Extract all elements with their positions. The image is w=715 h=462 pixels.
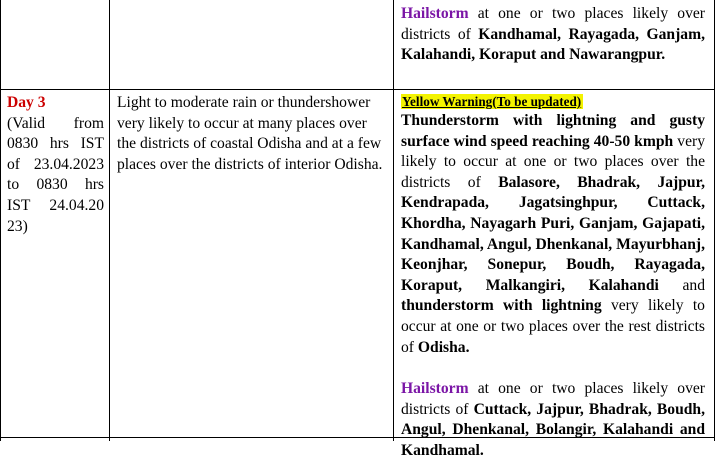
prev-row-warning-cell — [401, 4, 705, 66]
thunderstorm2-bold: thunderstorm with lightning — [401, 297, 602, 315]
column-divider-2 — [393, 0, 394, 441]
day3-cell — [7, 93, 104, 237]
thunderstorm2-text: very likely to occur at one or two places over the rest districts of — [401, 297, 705, 356]
thunderstorm-text: very likely to occur at one or two places over the districts of — [401, 132, 705, 191]
day3-warning-cell — [401, 93, 705, 462]
forecast-text: Light to moderate rain or thundershower very likely to occur at many places over the districts of coastal Odisha and at a few places over the districts of interior Odisha. — [117, 94, 383, 173]
hailstorm-text: at one or two places likely over districts of — [401, 5, 705, 43]
thunderstorm-bold: Thunderstorm with lightning and gusty surface wind speed reaching 40-50 kmph — [401, 112, 705, 150]
hailstorm-text: at one or two places likely over districts of — [401, 380, 705, 418]
hailstorm-districts: Cuttack, Jajpur, Bhadrak, Boudh, Angul, Dhenkanal, Bolangir, Kalahandi and Kandhamal. — [401, 400, 705, 459]
thunderstorm-districts: Balasore, Bhadrak, Jajpur, Kendrapada, Jagatsinghpur, Cuttack, Khordha, Nayagarh Puri, Ganjam, Gajapati, Kandhamal, Angul, Dhenkanal, Mayurbhanj, Keonjhar, Sonepur, Boudh, Rayagada, Koraput, Malkangiri, Kalahandi — [401, 173, 705, 294]
hailstorm-label: Hailstorm — [401, 380, 469, 398]
state-name: Odisha. — [417, 338, 470, 356]
validity-period: (Valid from 0830 hrs IST of 23.04.2023 to 0830 hrs IST 24.04.20 23) — [7, 114, 104, 235]
hailstorm-paragraph — [401, 379, 705, 461]
and-word: and — [682, 276, 705, 294]
hailstorm-label: Hailstorm — [401, 5, 469, 22]
day3-forecast-cell — [117, 93, 387, 175]
column-divider-1 — [109, 0, 110, 441]
row-divider — [0, 89, 715, 90]
hailstorm-districts: Kandhamal, Rayagada, Ganjam, Kalahandi, Koraput and Nawarangpur. — [401, 25, 705, 64]
yellow-warning-badge: Yellow Warning(To be updated) — [402, 94, 582, 109]
day-label: Day 3 — [7, 94, 46, 111]
table-border-left — [0, 0, 1, 441]
thunderstorm-paragraph — [401, 111, 705, 358]
